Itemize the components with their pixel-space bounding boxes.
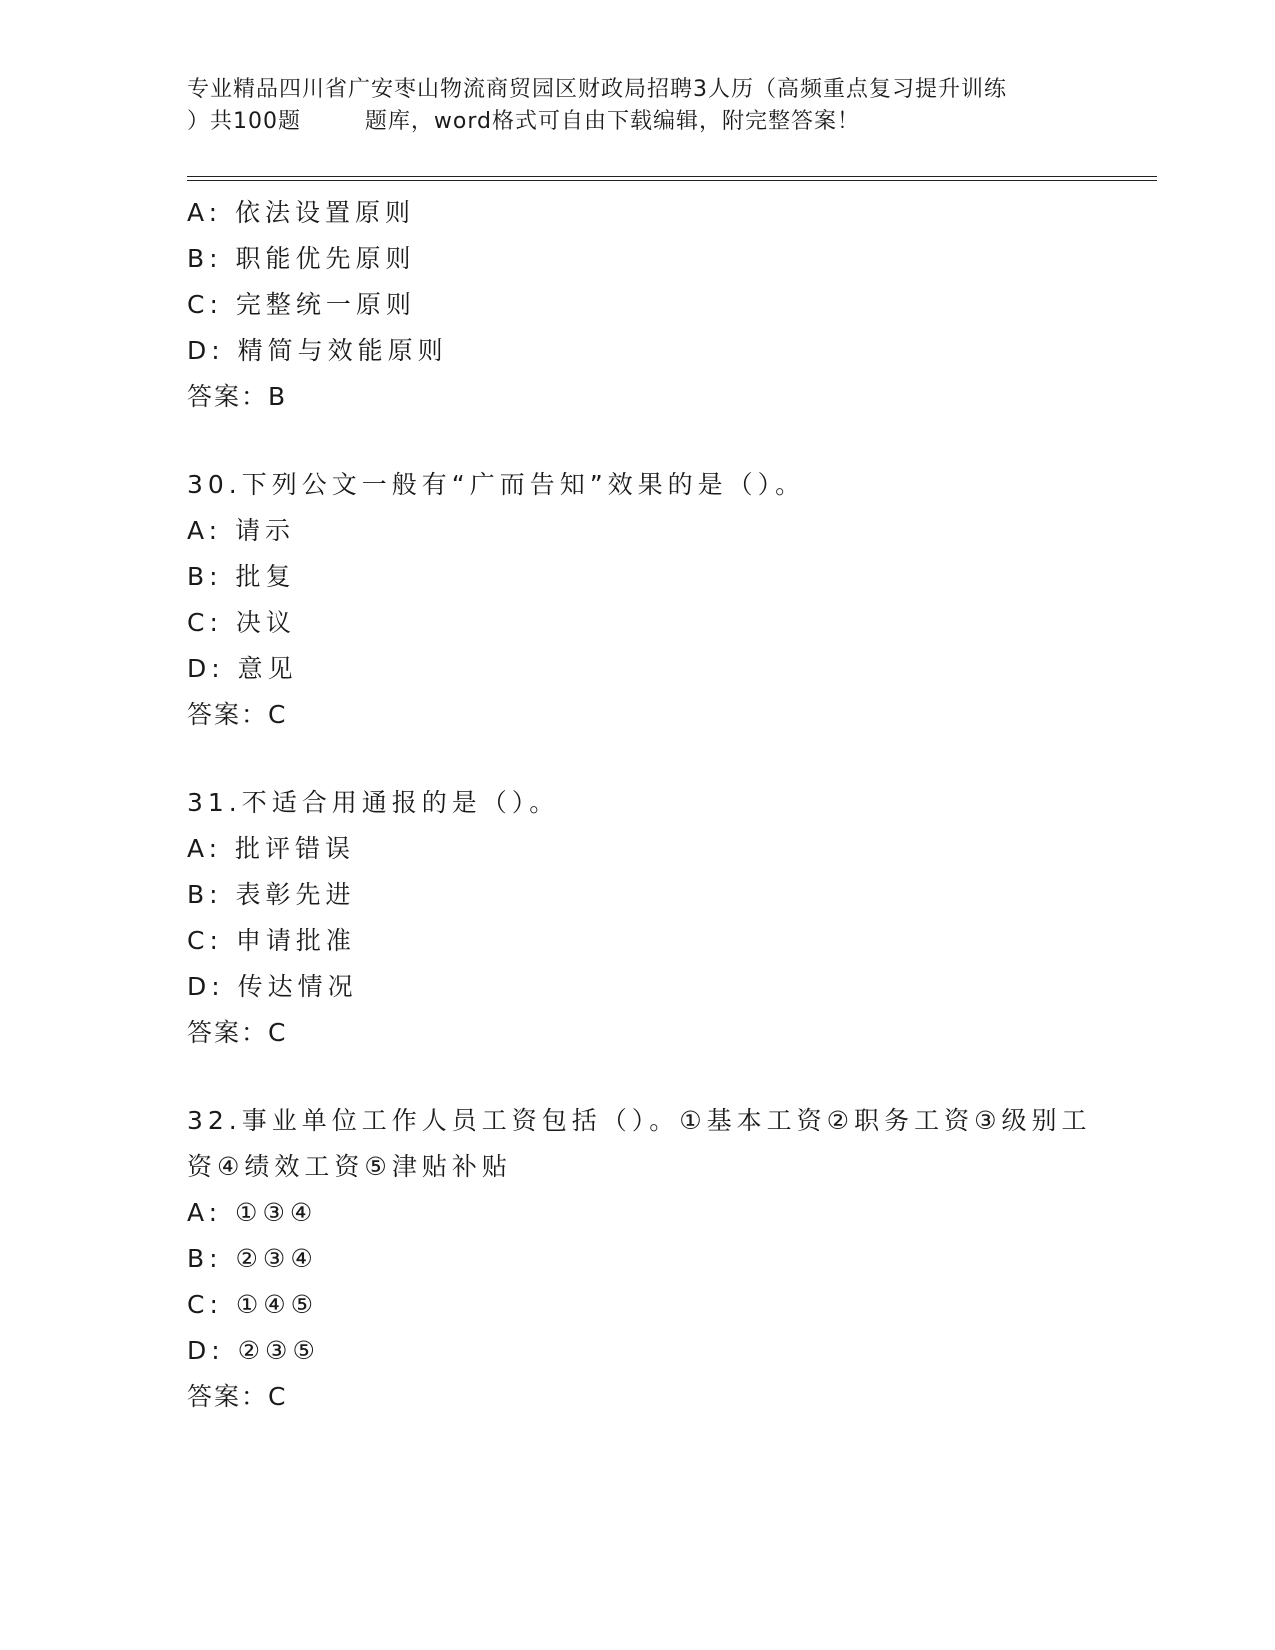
question-text: 32.事业单位工作人员工资包括（）。①基本工资②职务工资③级别工 — [187, 1106, 1092, 1135]
option-a: A: ①③④ — [187, 1198, 318, 1227]
option-a: A: 请示 — [187, 516, 296, 545]
answer: 答案：C — [187, 1382, 288, 1411]
question-block-29 — [187, 190, 1147, 420]
question-block-31 — [187, 780, 1147, 1056]
option-d: D: 意见 — [187, 654, 298, 683]
answer: 答案：C — [187, 1018, 288, 1047]
option-b: B: 表彰先进 — [187, 880, 356, 909]
option-b: B: 职能优先原则 — [187, 244, 416, 273]
option-b: B: 批复 — [187, 562, 296, 591]
option-c: C: ①④⑤ — [187, 1290, 319, 1319]
question-block-32 — [187, 1098, 1147, 1420]
option-d: D: ②③⑤ — [187, 1336, 320, 1365]
option-a: A: 批评错误 — [187, 834, 356, 863]
document-header — [187, 74, 1087, 138]
question-text-continued: 资④绩效工资⑤津贴补贴 — [187, 1152, 512, 1181]
option-d: D: 精简与效能原则 — [187, 336, 448, 365]
option-c: C: 申请批准 — [187, 926, 356, 955]
question-list — [187, 190, 1147, 1420]
option-a: A: 依法设置原则 — [187, 198, 416, 227]
option-c: C: 决议 — [187, 608, 296, 637]
option-b: B: ②③④ — [187, 1244, 318, 1273]
answer: 答案：C — [187, 700, 288, 729]
question-text: 31.不适合用通报的是（）。 — [187, 788, 560, 817]
header-divider — [187, 176, 1157, 181]
option-d: D: 传达情况 — [187, 972, 358, 1001]
header-line-1: 专业精品四川省广安枣山物流商贸园区财政局招聘3人历（高频重点复习提升训练 — [187, 77, 1007, 102]
question-text: 30.下列公文一般有“广而告知”效果的是（）。 — [187, 470, 806, 499]
option-c: C: 完整统一原则 — [187, 290, 416, 319]
answer: 答案：B — [187, 382, 288, 411]
question-block-30 — [187, 462, 1147, 738]
header-line-2: ）共100题 题库，word格式可自由下载编辑，附完整答案！ — [187, 109, 861, 134]
